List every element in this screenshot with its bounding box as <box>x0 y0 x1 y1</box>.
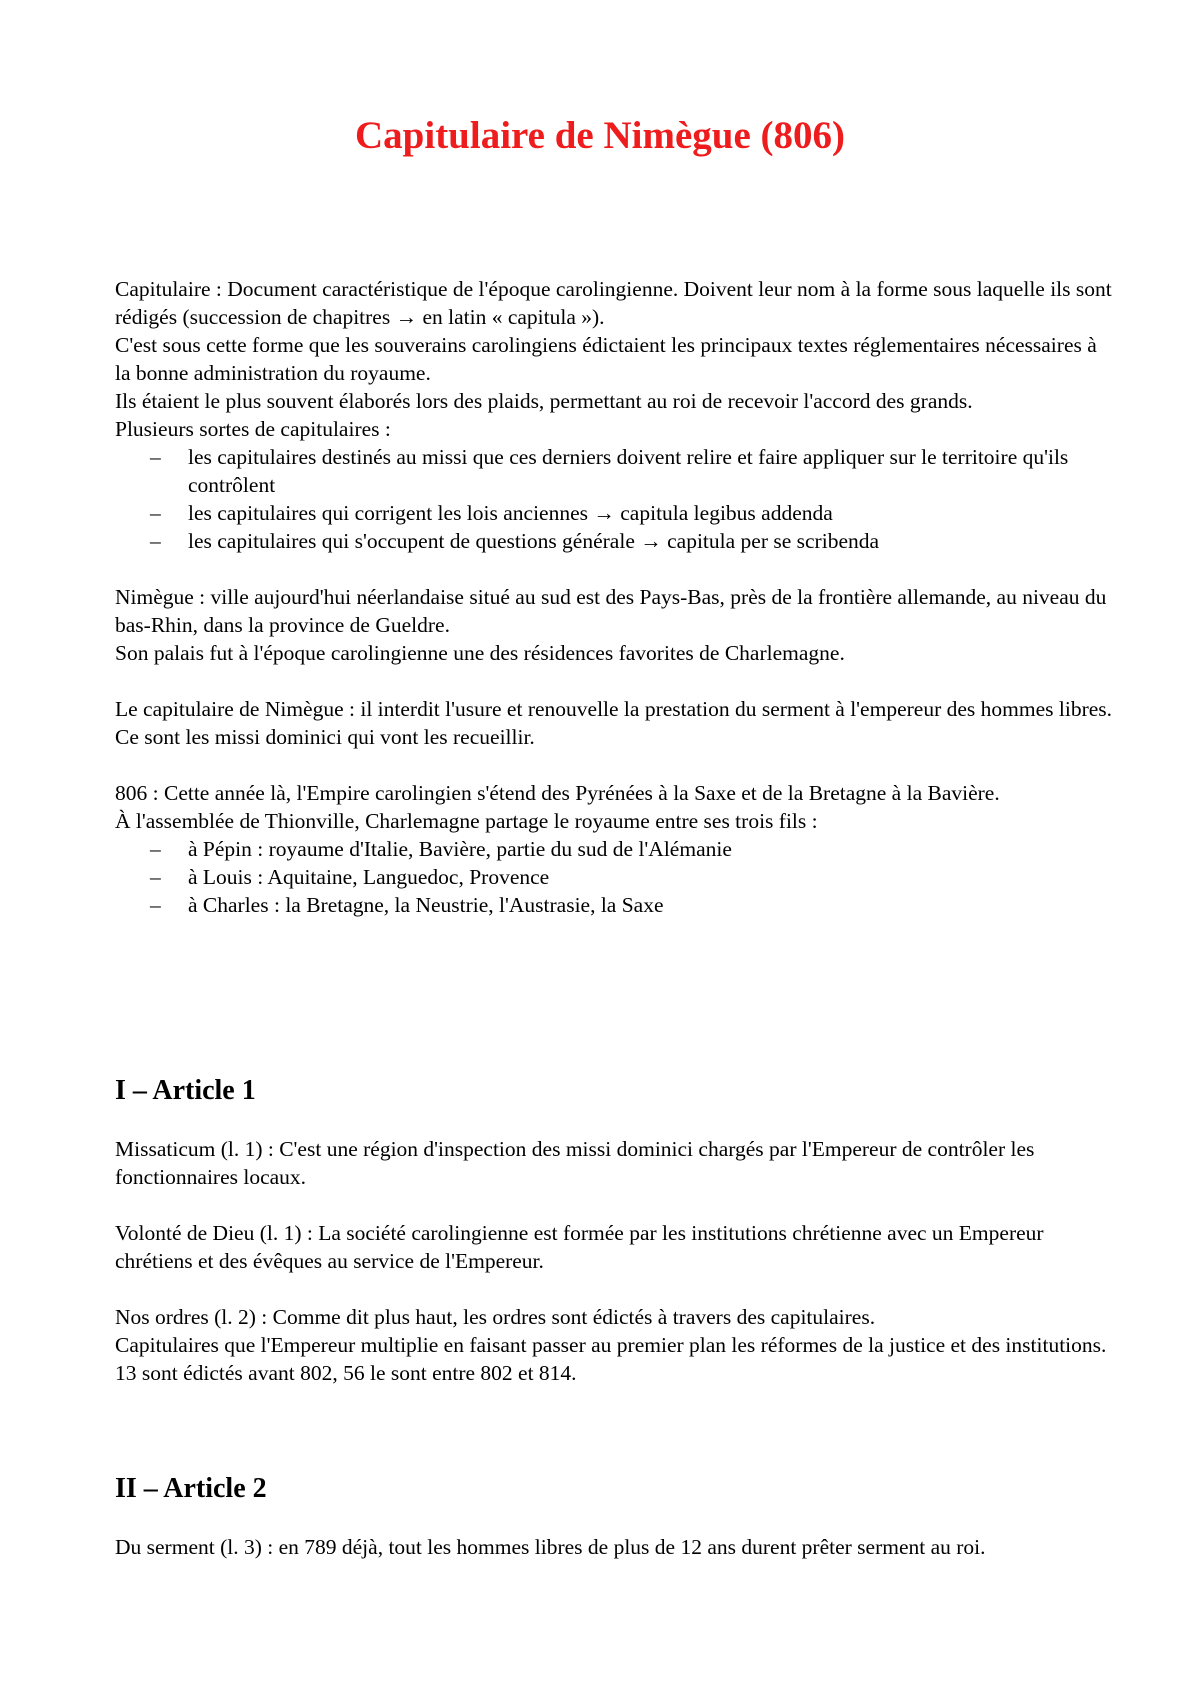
list-item <box>115 835 1115 863</box>
list-item-text: les capitulaires destinés au missi que ces derniers doivent relire et faire appliquer sur le territoire qu'ils contrôlent <box>188 445 1069 497</box>
list-item <box>115 499 1115 527</box>
year-806-paragraph: À l'assemblée de Thionville, Charlemagne partage le royaume entre ses trois fils : <box>115 809 818 833</box>
article-paragraph: Nos ordres (l. 2) : Comme dit plus haut, les ordres sont édictés à travers des capitulaires. <box>115 1305 876 1329</box>
article-paragraph: Volonté de Dieu (l. 1) : La société carolingienne est formée par les institutions chrétienne avec un Empereur chrétiens et des évêques au service de l'Empereur. <box>115 1221 1044 1273</box>
list-item <box>115 891 1115 919</box>
list-item-text: les capitulaires qui s'occupent de questions générale → capitula per se scribenda <box>188 529 880 553</box>
article-1-block <box>115 1135 1115 1387</box>
section-heading-article-2: II – Article 2 <box>115 1473 267 1504</box>
page-title: Capitulaire de Nimègue (806) <box>355 114 845 157</box>
year-806-paragraph: 806 : Cette année là, l'Empire carolingien s'étend des Pyrénées à la Saxe et de la Bretagne à la Bavière. <box>115 781 1000 805</box>
dash-bullet: – <box>150 865 161 889</box>
list-item-text: les capitulaires qui corrigent les lois anciennes → capitula legibus addenda <box>188 501 833 525</box>
list-item-text: à Louis : Aquitaine, Languedoc, Provence <box>188 865 550 889</box>
list-item-text: à Pépin : royaume d'Italie, Bavière, partie du sud de l'Alémanie <box>188 837 732 861</box>
intro-paragraph: Plusieurs sortes de capitulaires : <box>115 417 391 441</box>
list-item <box>115 443 1115 499</box>
dash-bullet: – <box>150 837 161 861</box>
article-paragraph: Missaticum (l. 1) : C'est une région d'inspection des missi dominici chargés par l'Empereur de contrôler les fonctionnaires locaux. <box>115 1137 1035 1189</box>
nimegue-paragraph: Nimègue : ville aujourd'hui néerlandaise situé au sud est des Pays-Bas, près de la frontière allemande, au niveau du bas-Rhin, dans la province de Gueldre. <box>115 585 1107 637</box>
dash-bullet: – <box>150 445 161 469</box>
dash-bullet: – <box>150 501 161 525</box>
section-heading-article-1: I – Article 1 <box>115 1075 256 1106</box>
dash-bullet: – <box>150 893 161 917</box>
capitulaire-paragraph: Le capitulaire de Nimègue : il interdit l'usure et renouvelle la prestation du serment à l'empereur des hommes libres. Ce sont les missi dominici qui vont les recueillir. <box>115 697 1113 749</box>
dash-bullet: – <box>150 529 161 553</box>
list-item-text: à Charles : la Bretagne, la Neustrie, l'Austrasie, la Saxe <box>188 893 664 917</box>
article-2-block <box>115 1533 1115 1561</box>
capitulaire-types-list <box>115 443 1115 555</box>
intro-paragraph: Ils étaient le plus souvent élaborés lors des plaids, permettant au roi de recevoir l'accord des grands. <box>115 389 973 413</box>
nimegue-paragraph: Son palais fut à l'époque carolingienne une des résidences favorites de Charlemagne. <box>115 641 845 665</box>
article-paragraph: Du serment (l. 3) : en 789 déjà, tout les hommes libres de plus de 12 ans durent prêter serment au roi. <box>115 1535 986 1559</box>
intro-paragraph: C'est sous cette forme que les souverains carolingiens édictaient les principaux textes réglementaires nécessaires à la bonne administration du royaume. <box>115 333 1097 385</box>
article-paragraph: Capitulaires que l'Empereur multiplie en faisant passer au premier plan les réformes de la justice et des institutions. 13 sont édictés avant 802, 56 le sont entre 802 et 814. <box>115 1333 1107 1385</box>
sons-division-list <box>115 835 1115 919</box>
list-item <box>115 863 1115 891</box>
intro-block <box>115 275 1115 919</box>
intro-paragraph: Capitulaire : Document caractéristique de l'époque carolingienne. Doivent leur nom à la forme sous laquelle ils sont rédigés (succession de chapitres → en latin « capitula »). <box>115 277 1112 329</box>
list-item <box>115 527 1115 555</box>
